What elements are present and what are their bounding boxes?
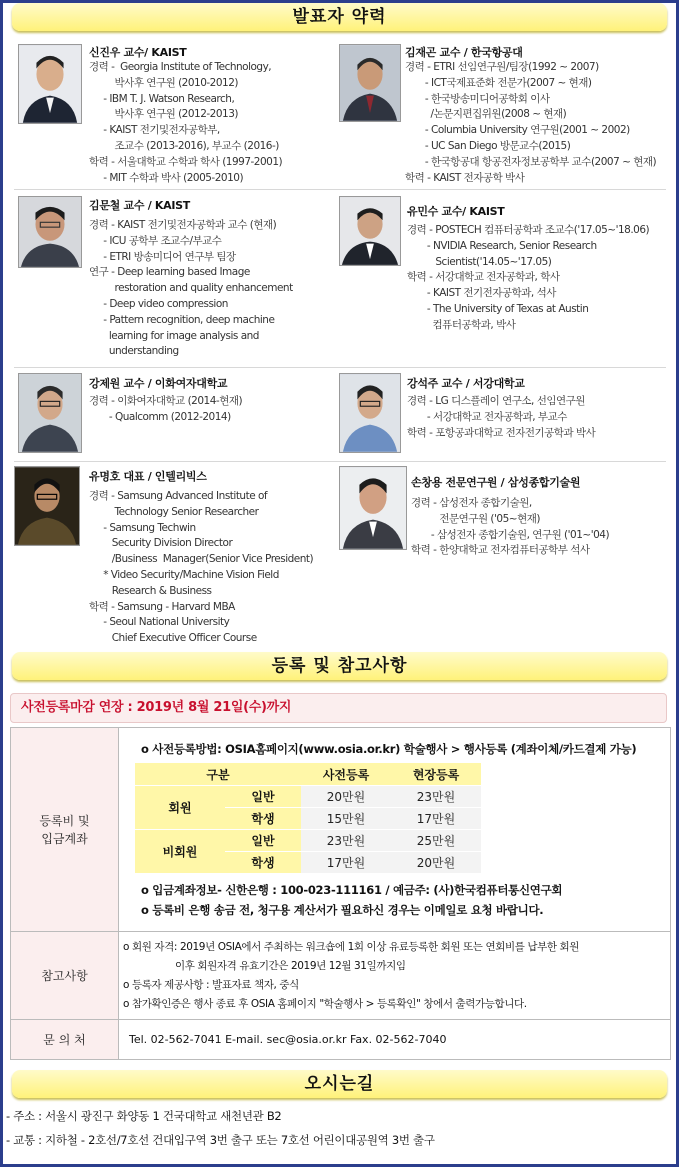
speaker-name: 김문철 교수 / KAIST	[89, 199, 190, 212]
divider	[14, 461, 666, 462]
fee-label: 등록비 및 입금계좌	[11, 728, 119, 932]
speaker-bio: 경력 - 삼성전자 종합기술원, 전문연구원 ('05~현재) - 삼성전자 종합기술원, 연구원 ('01~'04) 학력 - 한양대학교 전자컴퓨터공학부 석사	[411, 497, 610, 557]
speaker-bio: 경력 - Georgia Institute of Technology, 박사후 연구원 (2010-2012) - IBM T. J. Watson Research, 박사후 연구원 (2012-2013) - KAIST 전기및전자공학부, 조교수 (2013-2016), 부교수 (2016-) 학력 - 서울대학교 수학과 학사 (1997-2001) - MIT 수학과 박사 (2005-2010)	[89, 61, 283, 184]
fee-type: 학생	[225, 807, 301, 829]
speaker-name: 신진우 교수/ KAIST	[89, 46, 187, 59]
fee-member-label: 회원	[135, 785, 225, 829]
speaker-bio: 경력 - 이화여자대학교 (2014-현재) - Qualcomm (2012-2014)	[89, 395, 243, 423]
registration-method: o 사전등록방법: OSIA홈페이지(www.osia.or.kr) 학술행사 > 행사등록 (계좌이체/카드결제 가능)	[141, 742, 637, 757]
fee-onsite-value: 17만원	[391, 807, 481, 829]
speaker-photo	[339, 373, 401, 453]
fee-header-pre: 사전등록	[301, 763, 391, 785]
fee-pre-value: 17만원	[301, 851, 391, 873]
speaker-photo	[18, 373, 82, 453]
fee-header-category: 구분	[135, 763, 301, 785]
speaker-name: 손창용 전문연구원 / 삼성종합기술원	[411, 476, 581, 489]
notes-content	[119, 932, 671, 1020]
speaker-name: 강제원 교수 / 이화여자대학교	[89, 377, 228, 390]
speaker-bio: 경력 - KAIST 전기및전자공학과 교수 (현재) - ICU 공학부 조교수/부교수 - ETRI 방송미디어 연구부 팀장 연구 - Deep learning based Image restoration and quality enhancement - Deep video compression - Pattern recognition, deep machine learning for image analysis and understanding	[89, 219, 293, 358]
notes-line: 이후 회원자격 유효기간은 2019년 12월 31일까지임	[175, 959, 406, 972]
speakers-section-title: 발표자 약력	[12, 3, 667, 31]
fee-onsite-value: 23만원	[391, 785, 481, 807]
notes-label: 참고사항	[11, 932, 119, 1020]
account-info: o 입금계좌정보- 신한은행 : 100-023-111161 / 예금주: (사)한국컴퓨터통신연구회	[141, 882, 563, 897]
contact-value: Tel. 02-562-7041 E-mail. sec@osia.or.kr Fax. 02-562-7040	[119, 1020, 671, 1060]
speaker-bio: 경력 - LG 디스플레이 연구소, 선임연구원 - 서강대학교 전자공학과, 부교수 학력 - 포항공과대학교 전자전기공학과 박사	[407, 395, 596, 439]
divider	[14, 189, 666, 190]
fee-nonmember-label: 비회원	[135, 829, 225, 873]
speaker-name: 강석주 교수 / 서강대학교	[407, 377, 525, 390]
fee-type: 일반	[225, 785, 301, 807]
speaker-name: 유민수 교수/ KAIST	[407, 205, 505, 218]
transit: - 교통 : 지하철 - 2호선/7호선 건대입구역 3번 출구 또는 7호선 어린이대공원역 3번 출구	[6, 1133, 435, 1147]
registration-info-table	[10, 727, 671, 1060]
speaker-bio: 경력 - ETRI 선임연구원/팀장(1992 ~ 2007) - ICT국제표준화 전문가(2007 ~ 현재) - 한국방송미디어공학회 이사 /논문지편집위원(2008 ~ 현재) - Columbia University 연구원(2001 ~ 2002) - UC San Diego 방문교수(2015) - 한국항공대 항공전자정보공학부 교수(2007 ~ 현재) 학력 - KAIST 전자공학 박사	[405, 61, 657, 184]
invoice-note: o 등록비 은행 송금 전, 청구용 계산서가 필요하신 경우는 이메일로 요청 바랍니다.	[141, 902, 544, 917]
fee-type: 학생	[225, 851, 301, 873]
fee-table	[135, 763, 481, 874]
speaker-photo	[339, 466, 407, 550]
fee-onsite-value: 25만원	[391, 829, 481, 851]
divider	[14, 367, 666, 368]
registration-deadline: 사전등록마감 연장 : 2019년 8월 21일(수)까지	[10, 693, 667, 723]
directions-section-title: 오시는길	[12, 1070, 667, 1098]
fee-onsite-value: 20만원	[391, 851, 481, 873]
fee-pre-value: 20만원	[301, 785, 391, 807]
fee-content	[119, 728, 671, 932]
speaker-photo	[339, 196, 401, 266]
speaker-photo	[18, 196, 82, 268]
fee-pre-value: 23만원	[301, 829, 391, 851]
fee-pre-value: 15만원	[301, 807, 391, 829]
speaker-name: 유명호 대표 / 인텔리빅스	[89, 470, 207, 483]
notes-line: o 참가확인증은 행사 종료 후 OSIA 홈페이지 "학술행사 > 등록확인" 창에서 출력가능합니다.	[123, 997, 527, 1010]
speaker-bio: 경력 - POSTECH 컴퓨터공학과 조교수('17.05~'18.06) - NVIDIA Research, Senior Research Scientist('14.05~'17.05) 학력 - 서강대학교 전자공학과, 학사 - KAIST 전기전자공학과, 석사 - The University of Texas at Austin 컴퓨터공학과, 박사	[407, 224, 650, 331]
speaker-name: 김재곤 교수 / 한국항공대	[405, 46, 523, 59]
contact-label: 문 의 처	[11, 1020, 119, 1060]
speaker-bio: 경력 - Samsung Advanced Institute of Technology Senior Researcher - Samsung Techwin Security Division Director /Business Manager(Senior Vice President) * Video Security/Machine Vision Field Research & Business 학력 - Samsung - Harvard MBA - Seoul National University Chief Executive Officer Course	[89, 490, 314, 645]
registration-section-title: 등록 및 참고사항	[12, 652, 667, 680]
notes-line: o 등록자 제공사항 : 발표자료 책자, 중식	[123, 978, 299, 991]
speaker-photo	[14, 466, 80, 546]
speaker-photo	[18, 44, 82, 124]
fee-header-onsite: 현장등록	[391, 763, 481, 785]
fee-type: 일반	[225, 829, 301, 851]
speaker-photo	[339, 44, 401, 122]
notes-line: o 회원 자격: 2019년 OSIA에서 주최하는 워크숍에 1회 이상 유료등록한 회원 또는 연회비를 납부한 회원	[123, 940, 580, 953]
address: - 주소 : 서울시 광진구 화양동 1 건국대학교 새천년관 B2	[6, 1109, 282, 1123]
